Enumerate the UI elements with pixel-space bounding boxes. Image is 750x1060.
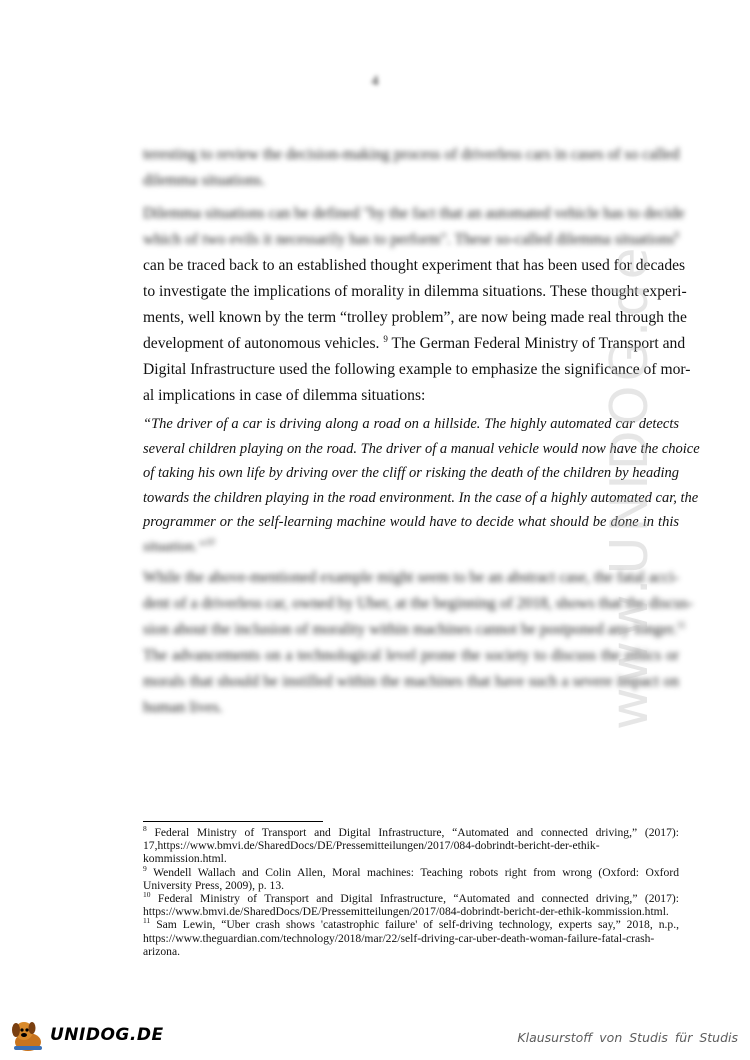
footnote-divider xyxy=(143,821,323,822)
quote-line: towards the children playing in the road environment. In the case of a highly automated car, the xyxy=(143,489,699,506)
text-line: The advancements on a technological level prone the society to discuss the ethics or xyxy=(143,647,679,664)
dog-mascot-icon xyxy=(8,1018,48,1052)
quote-line xyxy=(143,535,679,560)
footnote-ref: 8 xyxy=(674,229,679,240)
text-line: While the above-mentioned example might seem to be an abstract case, the fatal acci- xyxy=(143,569,679,586)
text-fragment: sion about the inclusion of morality within machines cannot be postponed any longer. xyxy=(143,621,677,638)
logo-text: UNIDOG.DE xyxy=(50,1025,164,1045)
text-fragment: which of two evils it necessarily has to perform". These so-called dilemma situations$^8$ xyxy=(143,229,679,248)
footnote-number: 9 xyxy=(143,863,147,873)
block-quote xyxy=(143,412,700,559)
text-line: Digital Infrastructure used the following example to emphasize the significance of mor- xyxy=(143,361,691,378)
footnotes xyxy=(143,826,679,958)
text-line: to investigate the implications of morality in dilemma situations. These thought experi- xyxy=(143,283,687,300)
unidog-logo[interactable] xyxy=(8,1018,164,1052)
footnote-11 xyxy=(143,918,679,958)
text-line: human lives. xyxy=(143,699,223,716)
quote-line: of taking his own life by driving over the cliff or risking the death of the children by heading xyxy=(143,465,679,481)
quote-line: programmer or the self-learning machine would have to decide what should be done in this xyxy=(143,514,679,530)
text-line xyxy=(143,227,679,253)
footnote-number: 10 xyxy=(143,890,151,900)
text-line: al implications in case of dilemma situations: xyxy=(143,387,426,404)
quote-line: several children playing on the road. The driver of a manual vehicle would now have the choice xyxy=(143,440,700,457)
footnote-8 xyxy=(143,826,679,866)
text-line: dilemma situations. xyxy=(143,172,266,189)
text-fragment: development of autonomous vehicles. xyxy=(143,335,380,352)
footnote-ref: 9 xyxy=(383,333,388,344)
text-line xyxy=(143,617,686,643)
text-line: morals that should be instilled within the machines that have such a severe impact on xyxy=(143,673,679,690)
footnote-number: 8 xyxy=(143,824,147,834)
text-line: can be traced back to an established thought experiment that has been used for decades xyxy=(143,257,686,274)
footnote-text: Federal Ministry of Transport and Digital Infrastructure, “Automated and connected driving,” (2017): 17,https://www.bmvi.de/SharedDocs/DE/Pressemitteilungen/2017/084-dobrindt-bericht-der-ethik-kommission.html. xyxy=(143,826,679,866)
text-line: teresting to review the decision-making process of driverless cars in cases of so called xyxy=(143,146,680,163)
paragraph-dilemma xyxy=(143,201,691,409)
text-line: Dilemma situations can be defined "by the fact that an automated vehicle has to decide xyxy=(143,205,685,222)
text-line: ments, well known by the term “trolley problem”, are now being made real through the xyxy=(143,309,687,326)
footnote-9 xyxy=(143,863,679,892)
footnote-text: Wendell Wallach and Colin Allen, Moral machines: Teaching robots right from wrong (Oxford: Oxford University Press, 2009), p. 13. xyxy=(143,865,679,892)
footnote-text: Sam Lewin, “Uber crash shows 'catastrophic failure' of self-driving technology, experts say,” 2018, n.p., https://www.theguardian.com/technology/2018/mar/22/self-driving-car-uber-death-woman-failure-fatal-crash-arizona. xyxy=(143,918,680,958)
text-line: dent of a driverless car, owned by Uber, at the beginning of 2018, shows that the discus- xyxy=(143,595,694,612)
page-number: 4 xyxy=(371,74,379,89)
text-line xyxy=(143,331,686,357)
text-fragment: The German Federal Ministry of Transport and xyxy=(391,335,686,352)
blurred-paragraph-bottom xyxy=(143,565,694,721)
footnote-text: Federal Ministry of Transport and Digital Infrastructure, “Automated and connected driving,” (2017): https://www.bmvi.de/SharedDocs/DE/Pressemitteilungen/2017/084-dobrindt-bericht-der-ethik-kommission.html. xyxy=(143,892,679,919)
watermark: www.UNIDOG.de xyxy=(600,243,660,730)
tagline: Klausurstoff von Studis für Studis xyxy=(517,1030,738,1045)
footnote-number: 11 xyxy=(143,916,151,926)
footnote-ref: 10 xyxy=(205,536,215,547)
quote-line: “The driver of a car is driving along a road on a hillside. The highly automated car detects xyxy=(143,416,679,432)
footnote-10 xyxy=(143,892,679,918)
footnote-ref: 11 xyxy=(677,619,686,630)
text-fragment: situation.” xyxy=(143,538,206,555)
blurred-paragraph-top xyxy=(143,142,679,194)
